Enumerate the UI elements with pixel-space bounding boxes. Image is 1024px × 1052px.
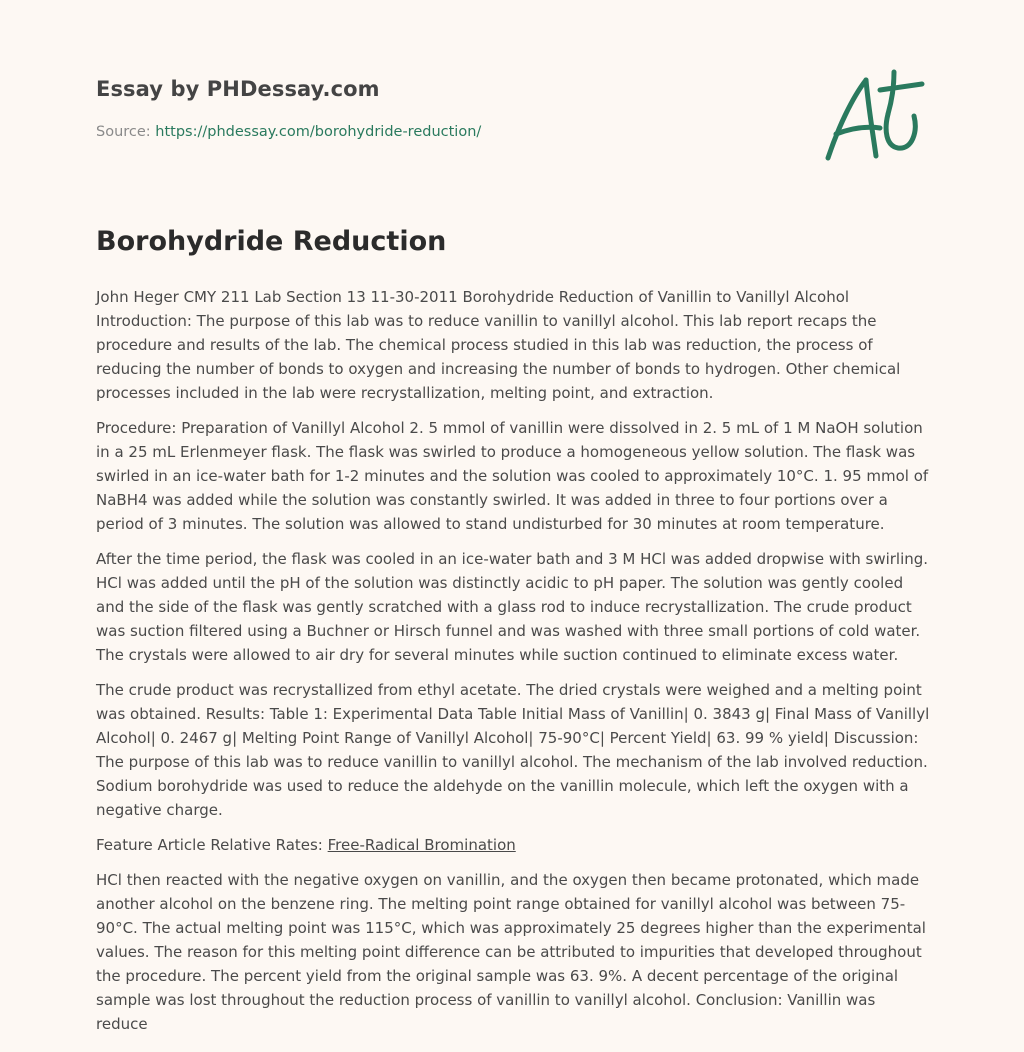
source-link[interactable]: https://phdessay.com/borohydride-reduction/ — [155, 124, 482, 140]
site-title: Essay by PHDessay.com — [96, 77, 380, 101]
source-label: Source: — [96, 124, 156, 140]
essay-body — [96, 285, 930, 1047]
feature-article-link[interactable]: Free-Radical Bromination — [327, 836, 516, 854]
source-line — [96, 124, 481, 140]
a-plus-logo-icon — [822, 68, 926, 164]
paragraph-after-time-period: After the time period, the flask was cooled in an ice-water bath and 3 M HCl was added dropwise with swirling. HCl was added until the pH of the solution was distinctly acidic to pH paper. The solution was gently cooled and the side of the flask was gently scratched with a glass rod to induce recrystallization. The crude product was suction filtered using a Buchner or Hirsch funnel and was washed with three small portions of cold water. The crystals were allowed to air dry for several minutes while suction continued to eliminate excess water. — [96, 550, 929, 664]
paragraph-conclusion: HCl then reacted with the negative oxygen on vanillin, and the oxygen then became protonated, which made another alcohol on the benzene ring. The melting point range obtained for vanillyl alcohol was between 75-90°C. The actual melting point was 115°C, which was approximately 25 degrees higher than the experimental values. The reason for this melting point difference can be attributed to impurities that developed throughout the procedure. The percent yield from the original sample was 63. 9%. A decent percentage of the original sample was lost throughout the reduction process of vanillin to vanillyl alcohol. Conclusion: Vanillin was reduce — [96, 871, 926, 1033]
essay-title: Borohydride Reduction — [96, 226, 447, 257]
paragraph-introduction: John Heger CMY 211 Lab Section 13 11-30-2011 Borohydride Reduction of Vanillin to Vanillyl Alcohol Introduction: The purpose of this lab was to reduce vanillin to vanillyl alcohol. This lab report recaps the procedure and results of the lab. The chemical process studied in this lab was reduction, the process of reducing the number of bonds to oxygen and increasing the number of bonds to hydrogen. Other chemical processes included in the lab were recrystallization, melting point, and extraction. — [96, 288, 901, 402]
paragraph-procedure: Procedure: Preparation of Vanillyl Alcohol 2. 5 mmol of vanillin were dissolved in 2. 5 mL of 1 M NaOH solution in a 25 mL Erlenmeyer flask. The flask was swirled to produce a homogeneous yellow solution. The flask was swirled in an ice-water bath for 1-2 minutes and the solution was cooled to approximately 10°C. 1. 95 mmol of NaBH4 was added while the solution was constantly swirled. It was added in three to four portions over a period of 3 minutes. The solution was allowed to stand undisturbed for 30 minutes at room temperature. — [96, 419, 929, 533]
feature-article-line — [96, 833, 930, 857]
feature-article-label: Feature Article Relative Rates: — [96, 836, 328, 854]
paragraph-results-discussion: The crude product was recrystallized from ethyl acetate. The dried crystals were weighed and a melting point was obtained. Results: Table 1: Experimental Data Table Initial Mass of Vanillin| 0. 3843 g| Final Mass of Vanillyl Alcohol| 0. 2467 g| Melting Point Range of Vanillyl Alcohol| 75-90°C| Percent Yield| 63. 99 % yield| Discussion: The purpose of this lab was to reduce vanillin to vanillyl alcohol. The mechanism of the lab involved reduction. Sodium borohydride was used to reduce the aldehyde on the vanillin molecule, which left the oxygen with a negative charge. — [96, 681, 930, 819]
